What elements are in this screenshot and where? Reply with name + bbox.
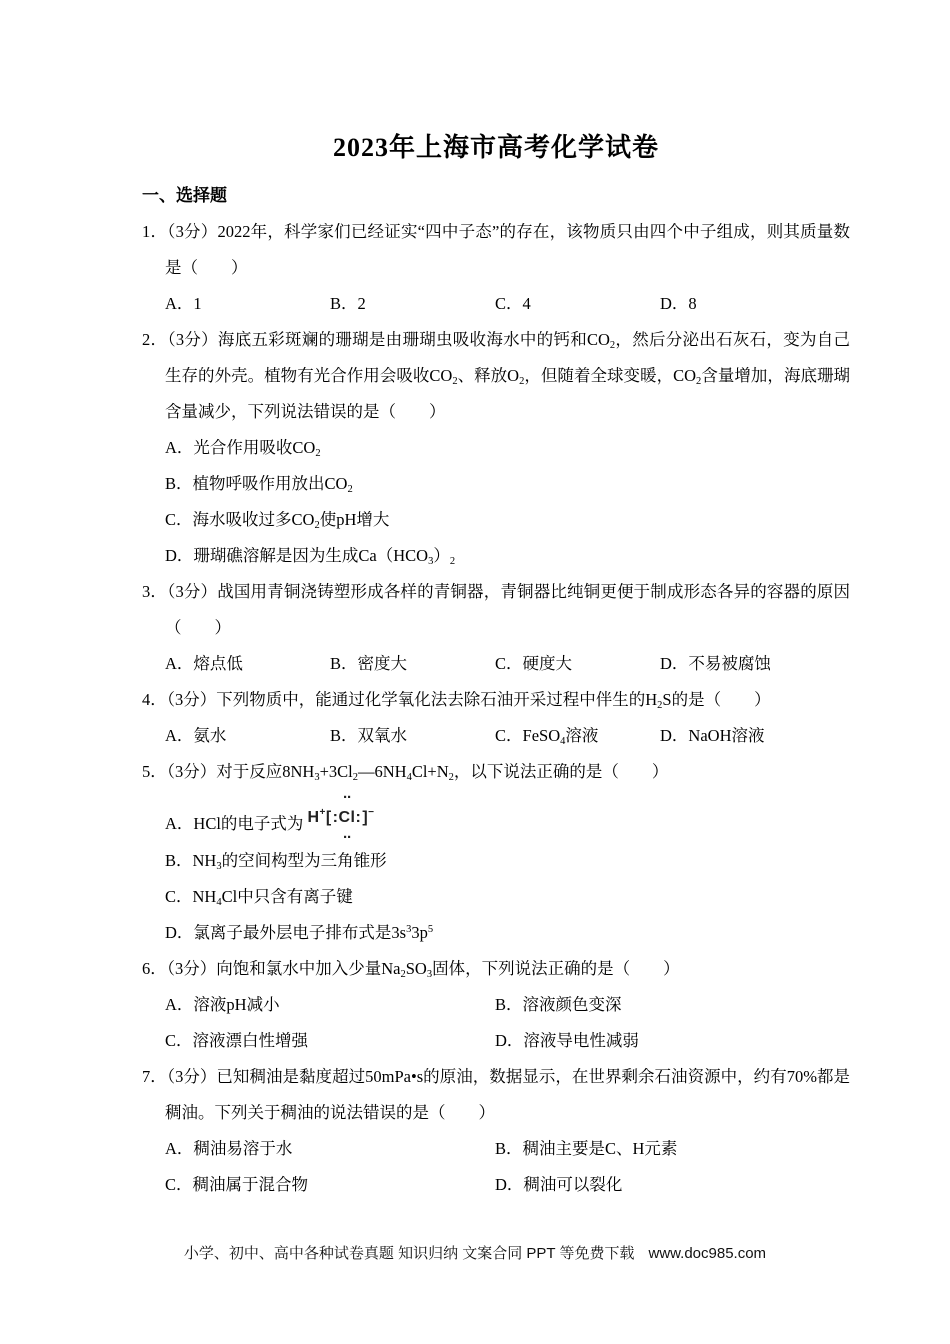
option-a bbox=[165, 430, 850, 466]
option-text: 双氧水 bbox=[357, 726, 408, 745]
option-text: 2 bbox=[357, 294, 366, 313]
option-d bbox=[660, 718, 850, 754]
question-number: 5． bbox=[142, 762, 167, 781]
option-label: A． bbox=[165, 654, 194, 673]
option-b bbox=[495, 1131, 850, 1167]
question-number: 4． bbox=[142, 690, 167, 709]
option-b bbox=[330, 718, 495, 754]
option-label: C． bbox=[165, 887, 193, 906]
footer-text: 小学、初中、高中各种试卷真题 知识归纳 文案合同 PPT 等免费下载 bbox=[183, 1245, 635, 1262]
option-b bbox=[330, 286, 495, 322]
option-text: 植物呼吸作用放出$CO_2$ bbox=[192, 474, 353, 495]
option-label: A． bbox=[165, 294, 194, 313]
option-a bbox=[165, 789, 850, 846]
formula-dots-right: : bbox=[355, 809, 362, 826]
option-text: NaOH溶液 bbox=[688, 726, 765, 745]
formula-bracket-open: [ bbox=[325, 809, 332, 826]
page-content bbox=[142, 130, 850, 1203]
question-stem-text: （3分）战国用青铜浇铸塑形成各样的青铜器，青铜器比纯铜更便于制成形态各异的容器的原因（ ） bbox=[165, 582, 851, 637]
option-label: B． bbox=[495, 995, 523, 1014]
question-number: 6． bbox=[142, 959, 167, 978]
formula-charge: − bbox=[368, 807, 375, 818]
option-text: 熔点低 bbox=[193, 654, 243, 673]
option-text: 4 bbox=[522, 294, 531, 313]
formula-dots-left: : bbox=[332, 809, 339, 826]
question-stem-text: （3分）2022年，科学家们已经证实“四中子态”的存在，该物质只由四个中子组成，则其质量数是（ ） bbox=[165, 222, 850, 277]
question-number: 2． bbox=[142, 330, 168, 349]
formula-dots-bottom: ·· bbox=[343, 829, 351, 846]
option-d bbox=[660, 646, 850, 682]
formula-dots-top: ·· bbox=[343, 789, 351, 806]
option-text: 稠油属于混合物 bbox=[192, 1175, 309, 1194]
option-label: D． bbox=[165, 923, 194, 942]
question-stem bbox=[142, 951, 850, 987]
formula-h: H bbox=[307, 809, 320, 826]
question-stem-text: （3分）下列物质中，能通过化学氧化法去除石油开采过程中伴生的$H_2S$的是（ ） bbox=[166, 690, 771, 711]
hcl-electron-formula bbox=[307, 789, 375, 846]
page-title: 2023年上海市高考化学试卷 bbox=[332, 133, 659, 162]
option-text: 稠油主要是C、H元素 bbox=[522, 1139, 678, 1158]
option-b bbox=[165, 466, 850, 502]
question-1 bbox=[142, 214, 850, 322]
option-label: C． bbox=[495, 654, 523, 673]
formula-h-charge: + bbox=[319, 807, 326, 818]
option-b bbox=[330, 646, 495, 682]
option-d bbox=[495, 1167, 850, 1203]
option-label: D． bbox=[165, 546, 194, 565]
question-stem bbox=[142, 574, 850, 646]
option-b bbox=[165, 843, 850, 879]
option-c bbox=[165, 1167, 495, 1203]
option-label: B． bbox=[330, 294, 358, 313]
option-label: C． bbox=[495, 294, 523, 313]
option-a bbox=[165, 646, 330, 682]
option-c bbox=[165, 1023, 495, 1059]
section-heading: 一、选择题 bbox=[142, 186, 227, 205]
option-label: A． bbox=[165, 438, 194, 457]
option-text: 溶液pH减小 bbox=[193, 995, 280, 1014]
option-label: B． bbox=[165, 474, 193, 493]
option-text: 氯离子最外层电子排布式是$3s^33p^5$ bbox=[193, 923, 434, 942]
options-row bbox=[142, 718, 850, 754]
question-6 bbox=[142, 951, 850, 1059]
option-text: 溶液导电性减弱 bbox=[523, 1031, 639, 1050]
option-label: D． bbox=[660, 294, 689, 313]
question-4 bbox=[142, 682, 850, 754]
question-7 bbox=[142, 1059, 850, 1203]
formula-bracket-close: ] bbox=[362, 809, 369, 826]
option-text: $NH_4Cl$中只含有离子键 bbox=[192, 887, 353, 908]
options-grid bbox=[142, 987, 850, 1059]
question-stem-text: （3分）向饱和氯水中加入少量$Na_2SO_3$固体，下列说法正确的是（ ） bbox=[166, 959, 680, 980]
option-label: B． bbox=[165, 851, 193, 870]
option-a bbox=[165, 1131, 495, 1167]
options-list bbox=[142, 430, 850, 574]
option-text: 海水吸收过多$CO_2$使pH增大 bbox=[192, 510, 390, 531]
option-text: 溶液漂白性增强 bbox=[192, 1031, 309, 1050]
option-text: 8 bbox=[688, 294, 697, 313]
question-number: 7． bbox=[142, 1067, 167, 1086]
option-text: 光合作用吸收$CO_2$ bbox=[193, 438, 321, 459]
question-stem-text: （3分）已知稠油是黏度超过50mPa•s的原油，数据显示，在世界剩余石油资源中，约有70%都是稠油。下列关于稠油的说法错误的是（ ） bbox=[165, 1067, 851, 1122]
option-text: 1 bbox=[193, 294, 202, 313]
option-c bbox=[165, 879, 850, 915]
option-a bbox=[165, 718, 330, 754]
formula-cl: Cl bbox=[338, 809, 356, 826]
question-2 bbox=[142, 322, 850, 574]
option-label: C． bbox=[165, 1031, 193, 1050]
option-text: 氨水 bbox=[193, 726, 227, 745]
option-a bbox=[165, 286, 330, 322]
option-label: D． bbox=[660, 654, 689, 673]
question-stem bbox=[142, 214, 850, 286]
option-text: 硬度大 bbox=[522, 654, 573, 673]
options-row bbox=[142, 646, 850, 682]
option-label: C． bbox=[165, 510, 193, 529]
options-grid bbox=[142, 1131, 850, 1203]
footer bbox=[0, 1242, 950, 1263]
option-b bbox=[495, 987, 850, 1023]
option-a bbox=[165, 987, 495, 1023]
option-c bbox=[495, 646, 660, 682]
question-stem bbox=[142, 322, 850, 430]
option-d bbox=[660, 286, 850, 322]
question-stem-text: （3分）海底五彩斑斓的珊瑚是由珊瑚虫吸收海水中的钙和$CO_2$，然后分泌出石灰石，变为自己生存的外壳。植物有光合作用会吸收$CO_2$、释放$O_2$，但随着全球变暖，$CO_2$含量增加，海底珊瑚含量减少，下列说法错误的是（ ） bbox=[165, 330, 851, 421]
option-text: $NH_3$的空间构型为三角锥形 bbox=[192, 851, 387, 872]
option-label: A． bbox=[165, 814, 194, 833]
footer-link[interactable]: www.doc985.com bbox=[648, 1245, 767, 1262]
option-text: 稠油易溶于水 bbox=[193, 1139, 293, 1158]
question-5 bbox=[142, 754, 850, 951]
option-label: B． bbox=[330, 654, 358, 673]
option-label: A． bbox=[165, 726, 194, 745]
option-label: A． bbox=[165, 995, 194, 1014]
option-text: FeSO$_4$溶液 bbox=[522, 726, 599, 747]
option-label: B． bbox=[330, 726, 358, 745]
option-text: HCl的电子式为 bbox=[193, 814, 304, 833]
option-label: B． bbox=[495, 1139, 523, 1158]
option-text: 溶液颜色变深 bbox=[522, 995, 622, 1014]
option-text: 密度大 bbox=[357, 654, 408, 673]
option-label: D． bbox=[495, 1175, 524, 1194]
question-number: 1． bbox=[142, 222, 168, 241]
option-c bbox=[165, 502, 850, 538]
question-stem bbox=[142, 682, 850, 718]
option-d bbox=[165, 538, 850, 574]
option-label: D． bbox=[495, 1031, 524, 1050]
question-stem bbox=[142, 1059, 850, 1131]
option-text: 不易被腐蚀 bbox=[688, 654, 771, 673]
option-c bbox=[495, 286, 660, 322]
question-3 bbox=[142, 574, 850, 682]
question-number: 3． bbox=[142, 582, 168, 601]
formula-cl-core bbox=[332, 789, 363, 846]
option-d bbox=[165, 915, 850, 951]
options-list bbox=[142, 789, 850, 951]
option-label: A． bbox=[165, 1139, 194, 1158]
option-label: D． bbox=[660, 726, 689, 745]
option-label: C． bbox=[495, 726, 523, 745]
option-text: 珊瑚礁溶解是因为生成$Ca(HCO_3)_2$ bbox=[193, 546, 456, 567]
option-label: C． bbox=[165, 1175, 193, 1194]
options-row bbox=[142, 286, 850, 322]
option-d bbox=[495, 1023, 850, 1059]
option-text: 稠油可以裂化 bbox=[523, 1175, 623, 1194]
option-c bbox=[495, 718, 660, 754]
question-stem-text: （3分）对于反应$8NH_3+3Cl_2—6NH_4Cl+N_2$，以下说法正确的是（ ） bbox=[166, 762, 669, 783]
question-stem bbox=[142, 754, 850, 790]
